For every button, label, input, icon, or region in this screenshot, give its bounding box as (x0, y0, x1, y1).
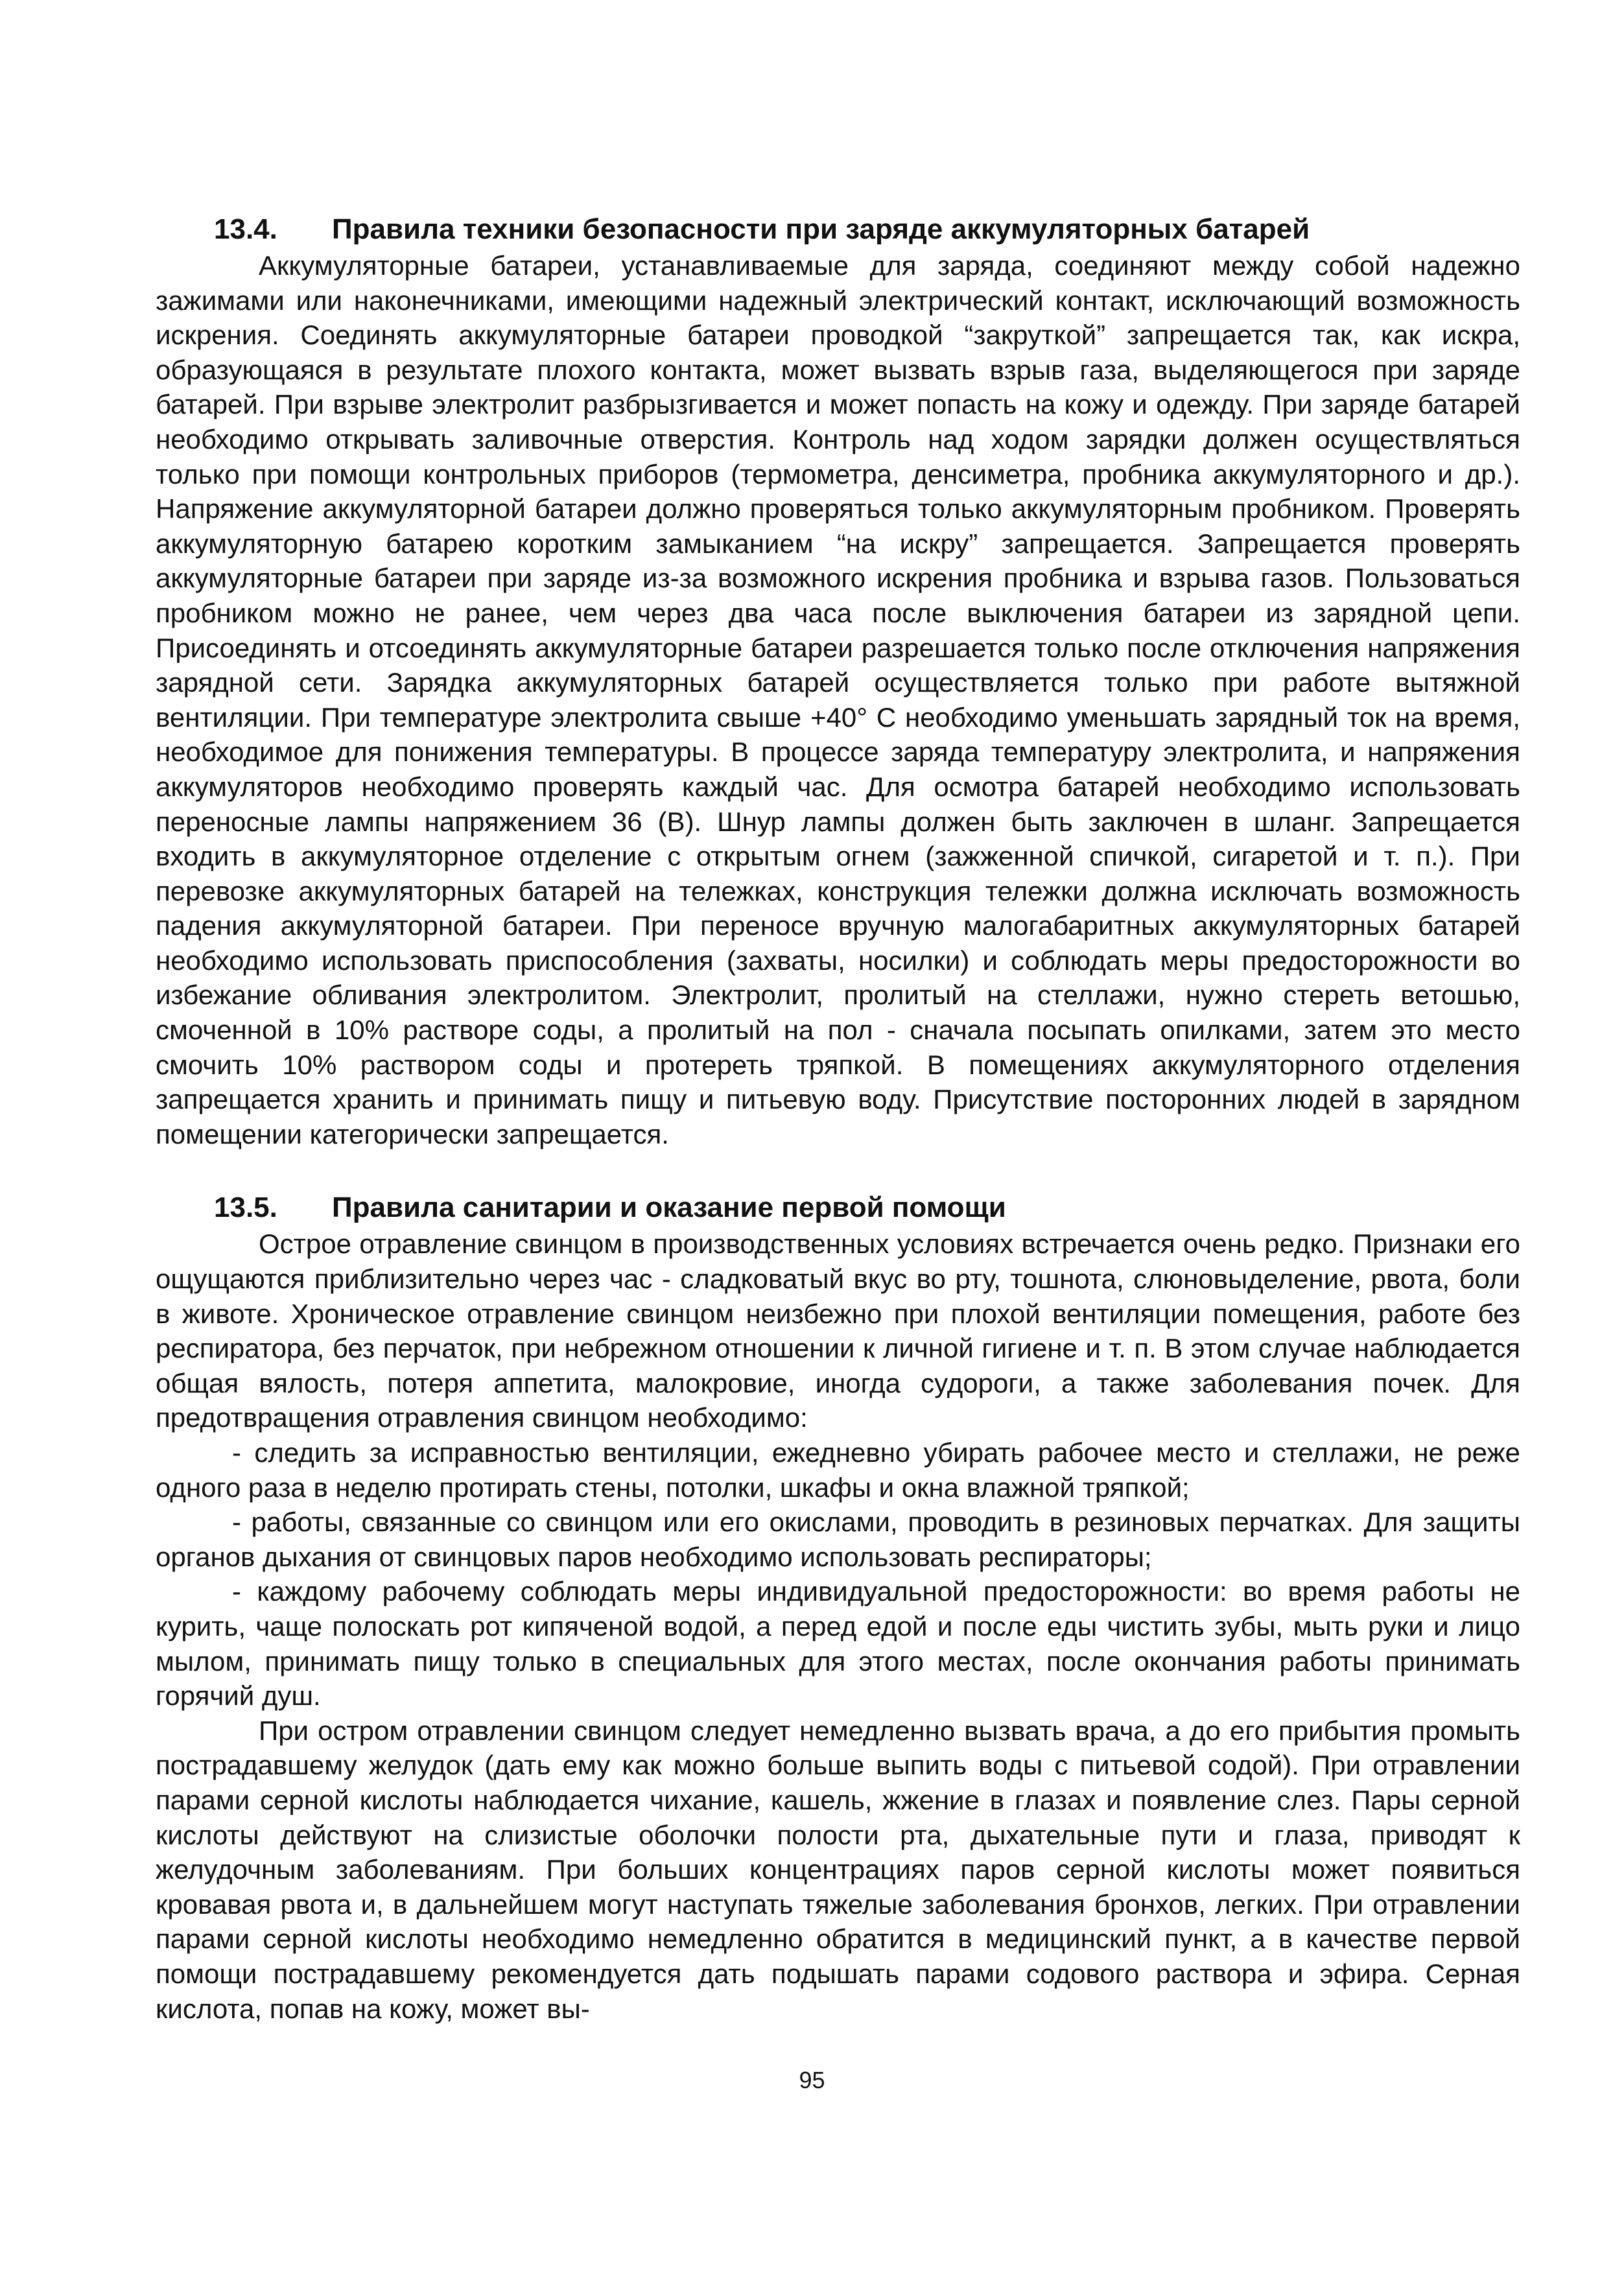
section-gap (156, 1151, 1520, 1189)
section-13-5-intro: Острое отравление свинцом в производственных условиях встречается очень редко. Признаки его ощущаются приблизительно через час - сладковатый вкус во рту, тошнота, слюновыделение, рвота, боли в животе. Хроническое отравление свинцом неизбежно при плохой вентиляции помещения, работе без респиратора, без перчаток, при небрежном отношении к личной гигиене и т. п. В этом случае наблюдается общая вялость, потеря аппетита, малокровие, иногда судороги, а также заболевания почек. Для предотвращения отравления свинцом необходимо: (156, 1229, 1520, 1433)
page-number: 95 (799, 2067, 825, 2093)
prevention-item: - каждому рабочему соблюдать меры индивидуальной предосторожности: во время работы не курить, чаще полоскать рот кипяченой водой, а перед едой и после еды чистить зубы, мыть руки и лицо мылом, принимать пищу только в специальных для этого местах, после окончания работы принимать горячий душ. (156, 1576, 1520, 1712)
page-content (156, 211, 1520, 2026)
section-13-5-heading (156, 1189, 1520, 1227)
section-13-5-closing: При остром отравлении свинцом следует немедленно вызвать врача, а до его прибытия промыть пострадавшему желудок (дать ему как можно больше выпить воды с питьевой содой). При отравлении парами серной кислоты наблюдается чихание, кашель, жжение в глазах и появление слез. Пары серной кислоты действуют на слизистые оболочки полости рта, дыхательные пути и глаза, приводят к желудочным заболеваниям. При больших концентрациях паров серной кислоты может появиться кровавая рвота и, в дальнейшем могут наступать тяжелые заболевания бронхов, легких. При отравлении парами серной кислоты необходимо немедленно обратится в медицинский пункт, а в качестве первой помощи пострадавшему рекомендуется дать подышать парами содового раствора и эфира. Серная кислота, попав на кожу, может вы- (156, 1715, 1520, 2024)
section-13-4-heading (156, 211, 1520, 248)
section-13-4-paragraph: Аккумуляторные батареи, устанавливаемые для заряда, соединяют между собой надежно зажимами или наконечниками, имеющими надежный электрический контакт, исключающий возможность искрения. Соединять аккумуляторные батареи проводкой “закруткой” запрещается так, как искра, образующаяся в результате плохого контакта, может вызвать взрыв газа, выделяющегося при заряде батарей. При взрыве электролит разбрызгивается и может попасть на кожу и одежду. При заряде батарей необходимо открывать заливочные отверстия. Контроль над ходом зарядки должен осуществляться только при помощи контрольных приборов (термометра, денсиметра, пробника аккумуляторного и др.). Напряжение аккумуляторной батареи должно проверяться только аккумуляторным пробником. Проверять аккумуляторную батарею коротким замыканием “на искру” запрещается. Запрещается проверять аккумуляторные батареи при заряде из-за возможного искрения пробника и взрыва газов. Пользоваться пробником можно не ранее, чем через два часа после выключения батареи из зарядной цепи. Присоединять и отсоединять аккумуляторные батареи разрешается только после отключения напряжения зарядной сети. Зарядка аккумуляторных батарей осуществляется только при работе вытяжной вентиляции. При температуре электролита свыше +40° С необходимо уменьшать зарядный ток на время, необходимое для понижения температуры. В процессе заряда температуру электролита, и напряжения аккумуляторов необходимо проверять каждый час. Для осмотра батарей необходимо использовать переносные лампы напряжением 36 (В). Шнур лампы должен быть заключен в шланг. Запрещается входить в аккумуляторное отделение с открытым огнем (зажженной спичкой, сигаретой и т. п.). При перевозке аккумуляторных батарей на тележках, конструкция тележки должна исключать возможность падения аккумуляторной батареи. При переносе вручную малогабаритных аккумуляторных батарей необходимо использовать приспособления (захваты, носилки) и соблюдать меры предосторожности во избежание обливания электролитом. Электролит, пролитый на стеллажи, нужно стереть ветошью, смоченной в 10% растворе соды, а пролитый на пол - сначала посыпать опилками, затем это место смочить 10% раствором соды и протереть тряпкой. В помещениях аккумуляторного отделения запрещается хранить и принимать пищу и питьевую воду. Присутствие посторонних людей в зарядном помещении категорически запрещается. (156, 250, 1520, 1149)
section-13-4-number: 13.4. (214, 213, 277, 245)
section-13-4-title: Правила техники безопасности при заряде аккумуляторных батарей (332, 213, 1310, 245)
prevention-item: - работы, связанные со свинцом или его окислами, проводить в резиновых перчатках. Для защиты органов дыхания от свинцовых паров необходимо использовать респираторы; (156, 1507, 1520, 1572)
section-13-5-number: 13.5. (214, 1192, 277, 1224)
section-13-5-title: Правила санитарии и оказание первой помощи (332, 1192, 1006, 1224)
prevention-item: - следить за исправностью вентиляции, ежедневно убирать рабочее место и стеллажи, не реже одного раза в неделю протирать стены, потолки, шкафы и окна влажной тряпкой; (156, 1437, 1520, 1503)
